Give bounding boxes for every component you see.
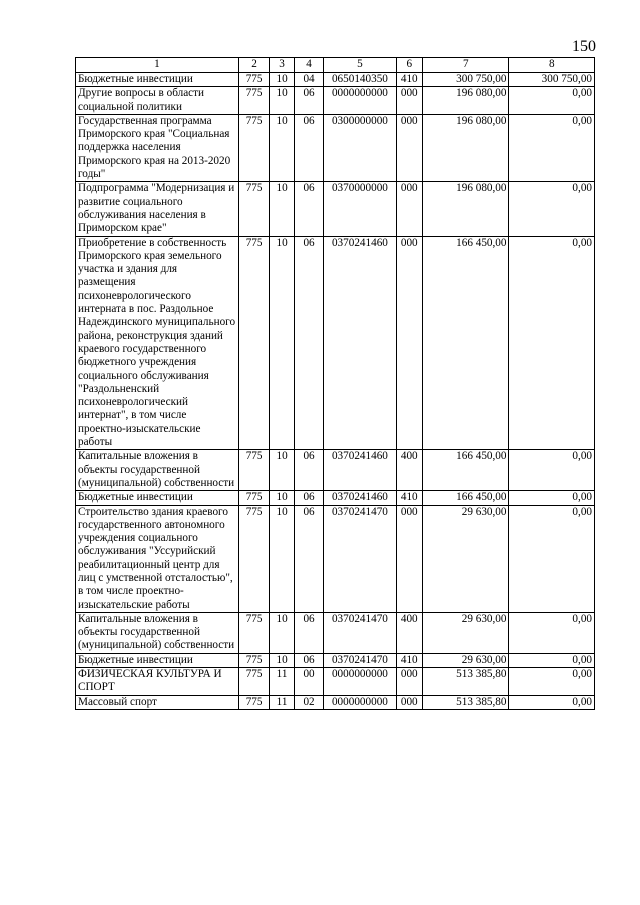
section-code-cell: 10 xyxy=(270,114,294,181)
section-code-cell: 10 xyxy=(270,653,294,667)
column-header: 8 xyxy=(509,58,595,73)
admin-code-cell: 775 xyxy=(238,73,270,87)
expense-type-cell: 410 xyxy=(396,491,422,505)
table-row xyxy=(76,114,595,181)
section-code-cell: 11 xyxy=(270,695,294,709)
section-code-cell: 10 xyxy=(270,505,294,612)
amount-cell: 0,00 xyxy=(509,505,595,612)
amount-cell: 196 080,00 xyxy=(422,87,509,115)
budget-table xyxy=(75,57,595,710)
row-name-cell: Бюджетные инвестиции xyxy=(76,653,239,667)
expense-type-cell: 000 xyxy=(396,87,422,115)
subsection-code-cell: 06 xyxy=(294,236,324,450)
row-name-cell: Приобретение в собственность Приморского края земельного участка и здания для размещения психоневрологического интерната в пос. Раздольное Надеждинского муниципального района, реконструкция зданий краевого государственного бюджетного учреждения социального обслуживания "Раздольненский психоневрологический интернат", в том числе проектно-изыскательские работы xyxy=(76,236,239,450)
subsection-code-cell: 06 xyxy=(294,450,324,491)
admin-code-cell: 775 xyxy=(238,114,270,181)
amount-cell: 0,00 xyxy=(509,450,595,491)
amount-cell: 0,00 xyxy=(509,236,595,450)
header-row xyxy=(76,58,595,73)
row-name-cell: ФИЗИЧЕСКАЯ КУЛЬТУРА И СПОРТ xyxy=(76,668,239,696)
amount-cell: 513 385,80 xyxy=(422,695,509,709)
amount-cell: 0,00 xyxy=(509,491,595,505)
amount-cell: 0,00 xyxy=(509,87,595,115)
target-article-cell: 0370241470 xyxy=(324,653,396,667)
admin-code-cell: 775 xyxy=(238,695,270,709)
section-code-cell: 10 xyxy=(270,87,294,115)
subsection-code-cell: 00 xyxy=(294,668,324,696)
admin-code-cell: 775 xyxy=(238,450,270,491)
target-article-cell: 0370241460 xyxy=(324,236,396,450)
subsection-code-cell: 02 xyxy=(294,695,324,709)
admin-code-cell: 775 xyxy=(238,668,270,696)
table-body xyxy=(76,73,595,710)
amount-cell: 166 450,00 xyxy=(422,491,509,505)
target-article-cell: 0650140350 xyxy=(324,73,396,87)
subsection-code-cell: 06 xyxy=(294,114,324,181)
target-article-cell: 0370241460 xyxy=(324,491,396,505)
table-row xyxy=(76,653,595,667)
amount-cell: 29 630,00 xyxy=(422,612,509,653)
row-name-cell: Бюджетные инвестиции xyxy=(76,73,239,87)
amount-cell: 0,00 xyxy=(509,668,595,696)
subsection-code-cell: 06 xyxy=(294,505,324,612)
admin-code-cell: 775 xyxy=(238,236,270,450)
section-code-cell: 10 xyxy=(270,73,294,87)
expense-type-cell: 000 xyxy=(396,236,422,450)
column-header: 7 xyxy=(422,58,509,73)
target-article-cell: 0370241460 xyxy=(324,450,396,491)
column-header: 4 xyxy=(294,58,324,73)
amount-cell: 166 450,00 xyxy=(422,236,509,450)
table-row xyxy=(76,450,595,491)
row-name-cell: Другие вопросы в области социальной политики xyxy=(76,87,239,115)
expense-type-cell: 410 xyxy=(396,653,422,667)
amount-cell: 300 750,00 xyxy=(509,73,595,87)
column-header: 3 xyxy=(270,58,294,73)
target-article-cell: 0370000000 xyxy=(324,182,396,236)
page-number: 150 xyxy=(572,38,596,55)
amount-cell: 0,00 xyxy=(509,653,595,667)
column-header: 5 xyxy=(324,58,396,73)
subsection-code-cell: 04 xyxy=(294,73,324,87)
section-code-cell: 10 xyxy=(270,491,294,505)
admin-code-cell: 775 xyxy=(238,653,270,667)
admin-code-cell: 775 xyxy=(238,87,270,115)
target-article-cell: 0300000000 xyxy=(324,114,396,181)
admin-code-cell: 775 xyxy=(238,182,270,236)
amount-cell: 29 630,00 xyxy=(422,653,509,667)
expense-type-cell: 000 xyxy=(396,114,422,181)
row-name-cell: Капитальные вложения в объекты государственной (муниципальной) собственности xyxy=(76,450,239,491)
subsection-code-cell: 06 xyxy=(294,491,324,505)
row-name-cell: Бюджетные инвестиции xyxy=(76,491,239,505)
admin-code-cell: 775 xyxy=(238,612,270,653)
amount-cell: 300 750,00 xyxy=(422,73,509,87)
column-header: 1 xyxy=(76,58,239,73)
subsection-code-cell: 06 xyxy=(294,87,324,115)
expense-type-cell: 000 xyxy=(396,695,422,709)
section-code-cell: 10 xyxy=(270,450,294,491)
table-row xyxy=(76,491,595,505)
column-header: 6 xyxy=(396,58,422,73)
amount-cell: 513 385,80 xyxy=(422,668,509,696)
admin-code-cell: 775 xyxy=(238,505,270,612)
amount-cell: 166 450,00 xyxy=(422,450,509,491)
section-code-cell: 10 xyxy=(270,236,294,450)
row-name-cell: Подпрограмма "Модернизация и развитие социального обслуживания населения в Приморском крае" xyxy=(76,182,239,236)
row-name-cell: Государственная программа Приморского края "Социальная поддержка населения Приморского края на 2013-2020 годы" xyxy=(76,114,239,181)
expense-type-cell: 410 xyxy=(396,73,422,87)
target-article-cell: 0370241470 xyxy=(324,612,396,653)
target-article-cell: 0000000000 xyxy=(324,87,396,115)
expense-type-cell: 400 xyxy=(396,612,422,653)
amount-cell: 196 080,00 xyxy=(422,114,509,181)
table-row xyxy=(76,505,595,612)
table-row xyxy=(76,87,595,115)
subsection-code-cell: 06 xyxy=(294,612,324,653)
table-row xyxy=(76,73,595,87)
target-article-cell: 0000000000 xyxy=(324,695,396,709)
table-row xyxy=(76,182,595,236)
admin-code-cell: 775 xyxy=(238,491,270,505)
amount-cell: 0,00 xyxy=(509,182,595,236)
amount-cell: 0,00 xyxy=(509,695,595,709)
table-row xyxy=(76,236,595,450)
amount-cell: 29 630,00 xyxy=(422,505,509,612)
amount-cell: 0,00 xyxy=(509,114,595,181)
subsection-code-cell: 06 xyxy=(294,653,324,667)
section-code-cell: 11 xyxy=(270,668,294,696)
section-code-cell: 10 xyxy=(270,612,294,653)
amount-cell: 0,00 xyxy=(509,612,595,653)
row-name-cell: Капитальные вложения в объекты государственной (муниципальной) собственности xyxy=(76,612,239,653)
section-code-cell: 10 xyxy=(270,182,294,236)
table-row xyxy=(76,612,595,653)
target-article-cell: 0000000000 xyxy=(324,668,396,696)
expense-type-cell: 000 xyxy=(396,505,422,612)
expense-type-cell: 000 xyxy=(396,182,422,236)
column-header: 2 xyxy=(238,58,270,73)
expense-type-cell: 400 xyxy=(396,450,422,491)
target-article-cell: 0370241470 xyxy=(324,505,396,612)
expense-type-cell: 000 xyxy=(396,668,422,696)
table-row xyxy=(76,668,595,696)
row-name-cell: Массовый спорт xyxy=(76,695,239,709)
row-name-cell: Строительство здания краевого государственного автономного учреждения социального обслуживания "Уссурийский реабилитационный центр для лиц с умственной отсталостью", в том числе проектно-изыскательские работы xyxy=(76,505,239,612)
table-row xyxy=(76,695,595,709)
subsection-code-cell: 06 xyxy=(294,182,324,236)
amount-cell: 196 080,00 xyxy=(422,182,509,236)
